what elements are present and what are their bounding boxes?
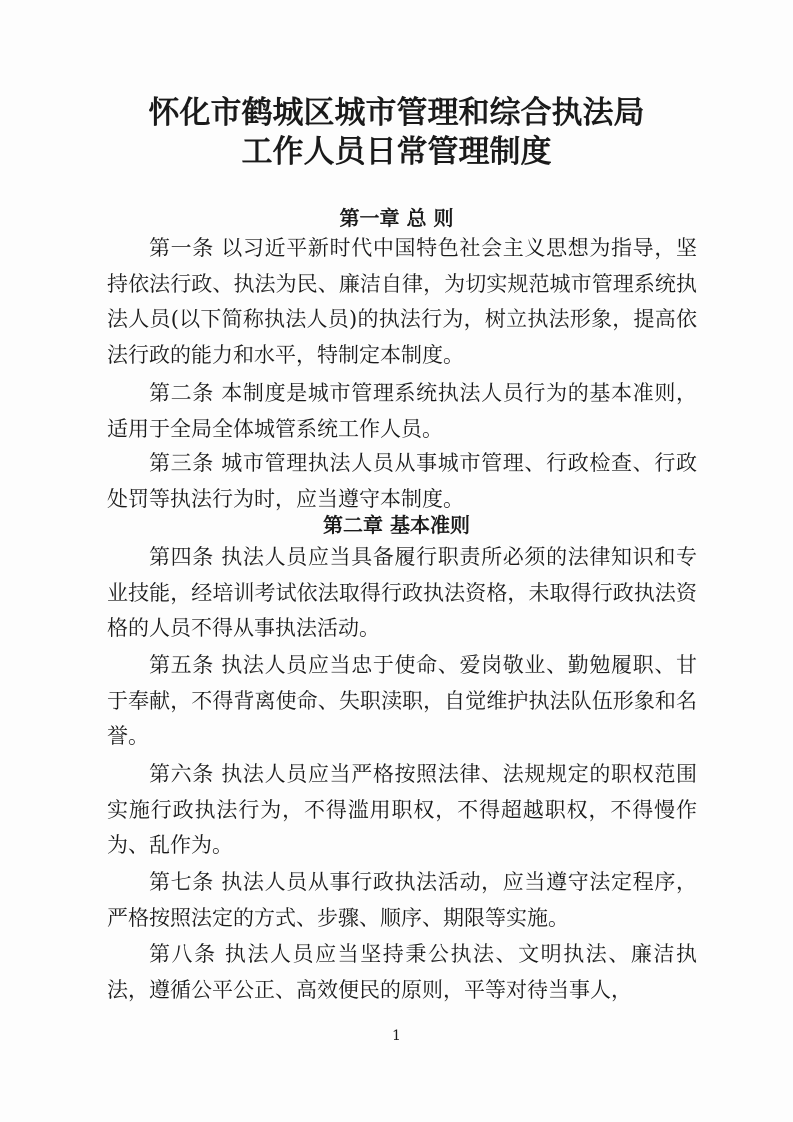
article-6: 第六条 执法人员应当严格按照法律、法规规定的职权范围实施行政执法行为，不得滥用职权，不得超越职权，不得慢作为、乱作为。 [107,762,697,858]
chapter-1-heading: 第一章 总 则 [339,206,454,230]
article-2: 第二条 本制度是城市管理系统执法人员行为的基本准则，适用于全局全体城管系统工作人员。 [107,381,697,441]
document-title-line1: 怀化市鹤城区城市管理和综合执法局 [148,95,645,131]
article-3: 第三条 城市管理执法人员从事城市管理、行政检查、行政处罚等执法行为时，应当遵守本制度。 [107,451,697,511]
page-number: 1 [392,1028,401,1044]
article-7: 第七条 执法人员从事行政执法活动，应当遵守法定程序，严格按照法定的方式、步骤、顺序、期限等实施。 [107,870,697,930]
article-1: 第一条 以习近平新时代中国特色社会主义思想为指导，坚持依法行政、执法为民、廉洁自律，为切实规范城市管理系统执法人员(以下简称执法人员)的执法行为，树立执法形象，提高依法行政的能力和水平，特制定本制度。 [107,236,697,367]
document-title-line2: 工作人员日常管理制度 [241,134,552,170]
article-5: 第五条 执法人员应当忠于使命、爱岗敬业、勤勉履职、甘于奉献，不得背离使命、失职渎职，自觉维护执法队伍形象和名誉。 [107,653,697,749]
chapter-2-heading: 第二章 基本准则 [323,513,470,537]
article-8: 第八条 执法人员应当坚持秉公执法、文明执法、廉洁执法，遵循公平公正、高效便民的原则，平等对待当事人， [107,942,697,1002]
article-4: 第四条 执法人员应当具备履行职责所必须的法律知识和专业技能，经培训考试依法取得行政执法资格，未取得行政执法资格的人员不得从事执法活动。 [107,545,697,641]
